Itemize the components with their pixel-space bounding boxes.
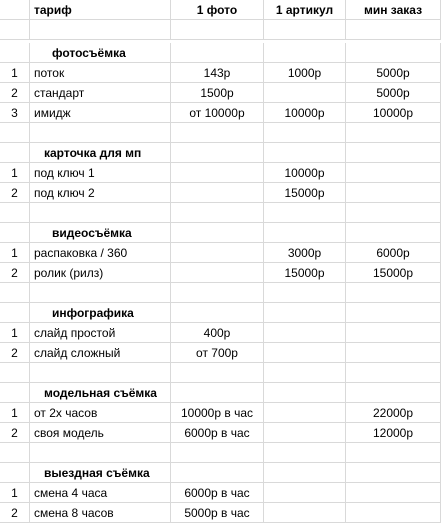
cell[interactable] [346, 123, 441, 143]
table-row [0, 83, 441, 103]
cell[interactable] [0, 363, 30, 383]
row-number-cell[interactable]: 2 [0, 503, 30, 523]
cell[interactable] [264, 363, 346, 383]
section-title[interactable]: видеосъёмка [30, 223, 171, 243]
row-number-cell[interactable]: 2 [0, 183, 30, 203]
cell[interactable] [30, 123, 171, 143]
table-row [0, 423, 441, 443]
cell[interactable] [346, 20, 441, 40]
cell[interactable] [264, 383, 346, 403]
cell[interactable] [0, 203, 30, 223]
min-order-cell[interactable] [346, 323, 441, 343]
price-per-article-cell[interactable]: 10000р [264, 163, 346, 183]
cell[interactable] [264, 463, 346, 483]
table-row [0, 503, 441, 523]
section-title[interactable]: модельная съёмка [30, 383, 171, 403]
price-per-article-cell[interactable]: 1000р [264, 63, 346, 83]
row-number-cell[interactable]: 2 [0, 343, 30, 363]
table-row [0, 243, 441, 263]
empty-row [0, 283, 441, 303]
table-row [0, 263, 441, 283]
price-per-photo-cell[interactable] [171, 243, 264, 263]
cell[interactable] [30, 20, 171, 40]
min-order-cell[interactable]: 22000р [346, 403, 441, 423]
section-title[interactable]: инфографика [30, 303, 171, 323]
min-order-cell[interactable]: 5000р [346, 83, 441, 103]
table-row [0, 183, 441, 203]
price-per-article-cell[interactable] [264, 503, 346, 523]
table-row [0, 103, 441, 123]
row-number-cell[interactable]: 1 [0, 323, 30, 343]
header-price-per-photo[interactable]: 1 фото [171, 0, 264, 20]
price-per-article-cell[interactable]: 10000р [264, 103, 346, 123]
row-number-cell[interactable]: 1 [0, 243, 30, 263]
cell[interactable] [346, 363, 441, 383]
price-per-photo-cell[interactable]: от 10000р [171, 103, 264, 123]
cell[interactable] [171, 43, 264, 63]
header-tariff[interactable]: тариф [30, 0, 171, 20]
table-row [0, 343, 441, 363]
cell[interactable] [346, 303, 441, 323]
cell[interactable] [0, 303, 30, 323]
table-row [0, 63, 441, 83]
empty-row [0, 123, 441, 143]
table-row [0, 323, 441, 343]
section-row [0, 303, 441, 323]
price-per-photo-cell[interactable] [171, 263, 264, 283]
min-order-cell[interactable]: 6000р [346, 243, 441, 263]
min-order-cell[interactable]: 12000р [346, 423, 441, 443]
min-order-cell[interactable] [346, 503, 441, 523]
header-row-number[interactable] [0, 0, 30, 20]
cell[interactable] [0, 20, 30, 40]
cell[interactable] [30, 203, 171, 223]
row-number-cell[interactable]: 1 [0, 163, 30, 183]
tariff-cell[interactable]: под ключ 2 [30, 183, 171, 203]
tariff-cell[interactable]: слайд простой [30, 323, 171, 343]
header-min-order[interactable]: мин заказ [346, 0, 441, 20]
price-per-photo-cell[interactable]: от 700р [171, 343, 264, 363]
empty-row [0, 443, 441, 463]
price-per-article-cell[interactable]: 3000р [264, 243, 346, 263]
price-per-photo-cell[interactable] [171, 183, 264, 203]
price-per-photo-cell[interactable]: 143р [171, 63, 264, 83]
row-number-cell[interactable]: 1 [0, 63, 30, 83]
row-number-cell[interactable]: 1 [0, 403, 30, 423]
cell[interactable] [0, 143, 30, 163]
cell[interactable] [346, 283, 441, 303]
price-per-article-cell[interactable] [264, 423, 346, 443]
price-per-article-cell[interactable] [264, 403, 346, 423]
price-per-photo-cell[interactable]: 1500р [171, 83, 264, 103]
tariff-cell[interactable]: под ключ 1 [30, 163, 171, 183]
tariff-cell[interactable]: от 2х часов [30, 403, 171, 423]
tariff-cell[interactable]: смена 4 часа [30, 483, 171, 503]
price-per-photo-cell[interactable]: 6000р в час [171, 423, 264, 443]
cell[interactable] [0, 443, 30, 463]
cell[interactable] [171, 223, 264, 243]
cell[interactable] [171, 443, 264, 463]
price-per-photo-cell[interactable] [171, 163, 264, 183]
cell[interactable] [264, 203, 346, 223]
cell[interactable] [0, 283, 30, 303]
cell[interactable] [171, 383, 264, 403]
cell[interactable] [346, 443, 441, 463]
tariff-cell[interactable]: ролик (рилз) [30, 263, 171, 283]
tariff-cell[interactable]: поток [30, 63, 171, 83]
cell[interactable] [171, 363, 264, 383]
cell[interactable] [171, 283, 264, 303]
cell[interactable] [346, 203, 441, 223]
min-order-cell[interactable] [346, 163, 441, 183]
cell[interactable] [30, 443, 171, 463]
price-per-photo-cell[interactable]: 10000р в час [171, 403, 264, 423]
price-per-photo-cell[interactable]: 6000р в час [171, 483, 264, 503]
empty-row [0, 20, 441, 40]
section-title[interactable]: карточка для мп [30, 143, 171, 163]
cell[interactable] [346, 223, 441, 243]
table-row [0, 483, 441, 503]
header-row [0, 0, 441, 20]
min-order-cell[interactable]: 5000р [346, 63, 441, 83]
tariff-cell[interactable]: стандарт [30, 83, 171, 103]
tariff-cell[interactable]: смена 8 часов [30, 503, 171, 523]
section-row [0, 143, 441, 163]
price-per-article-cell[interactable]: 15000р [264, 183, 346, 203]
cell[interactable] [264, 223, 346, 243]
table-row [0, 403, 441, 423]
section-row [0, 383, 441, 403]
cell[interactable] [264, 443, 346, 463]
price-per-article-cell[interactable] [264, 483, 346, 503]
row-number-cell[interactable]: 1 [0, 483, 30, 503]
tariff-cell[interactable]: своя модель [30, 423, 171, 443]
price-per-article-cell[interactable]: 15000р [264, 263, 346, 283]
cell[interactable] [0, 223, 30, 243]
cell[interactable] [171, 20, 264, 40]
section-row [0, 43, 441, 63]
min-order-cell[interactable] [346, 343, 441, 363]
empty-row [0, 363, 441, 383]
row-number-cell[interactable]: 2 [0, 423, 30, 443]
tariff-cell[interactable]: имидж [30, 103, 171, 123]
cell[interactable] [264, 143, 346, 163]
cell[interactable] [0, 43, 30, 63]
row-number-cell[interactable]: 2 [0, 83, 30, 103]
cell[interactable] [264, 43, 346, 63]
min-order-cell[interactable]: 15000р [346, 263, 441, 283]
min-order-cell[interactable] [346, 483, 441, 503]
row-number-cell[interactable]: 3 [0, 103, 30, 123]
cell[interactable] [171, 303, 264, 323]
cell[interactable] [171, 123, 264, 143]
section-title[interactable]: фотосъёмка [30, 43, 171, 63]
cell[interactable] [346, 463, 441, 483]
cell[interactable] [30, 363, 171, 383]
min-order-cell[interactable]: 10000р [346, 103, 441, 123]
cell[interactable] [0, 123, 30, 143]
table-row [0, 163, 441, 183]
price-per-article-cell[interactable] [264, 343, 346, 363]
cell[interactable] [346, 43, 441, 63]
cell[interactable] [171, 143, 264, 163]
price-per-article-cell[interactable] [264, 323, 346, 343]
cell[interactable] [264, 20, 346, 40]
cell[interactable] [264, 303, 346, 323]
cell[interactable] [264, 123, 346, 143]
cell[interactable] [264, 283, 346, 303]
cell[interactable] [30, 283, 171, 303]
cell[interactable] [346, 383, 441, 403]
price-per-photo-cell[interactable]: 400р [171, 323, 264, 343]
cell[interactable] [0, 383, 30, 403]
cell[interactable] [346, 143, 441, 163]
tariff-cell[interactable]: слайд сложный [30, 343, 171, 363]
cell[interactable] [0, 463, 30, 483]
price-per-article-cell[interactable] [264, 83, 346, 103]
cell[interactable] [171, 463, 264, 483]
section-title[interactable]: выездная съёмка [30, 463, 171, 483]
section-row [0, 223, 441, 243]
empty-row [0, 203, 441, 223]
cell[interactable] [171, 203, 264, 223]
section-row [0, 463, 441, 483]
min-order-cell[interactable] [346, 183, 441, 203]
row-number-cell[interactable]: 2 [0, 263, 30, 283]
tariff-cell[interactable]: распаковка / 360 [30, 243, 171, 263]
price-per-photo-cell[interactable]: 5000р в час [171, 503, 264, 523]
header-price-per-article[interactable]: 1 артикул [264, 0, 346, 20]
